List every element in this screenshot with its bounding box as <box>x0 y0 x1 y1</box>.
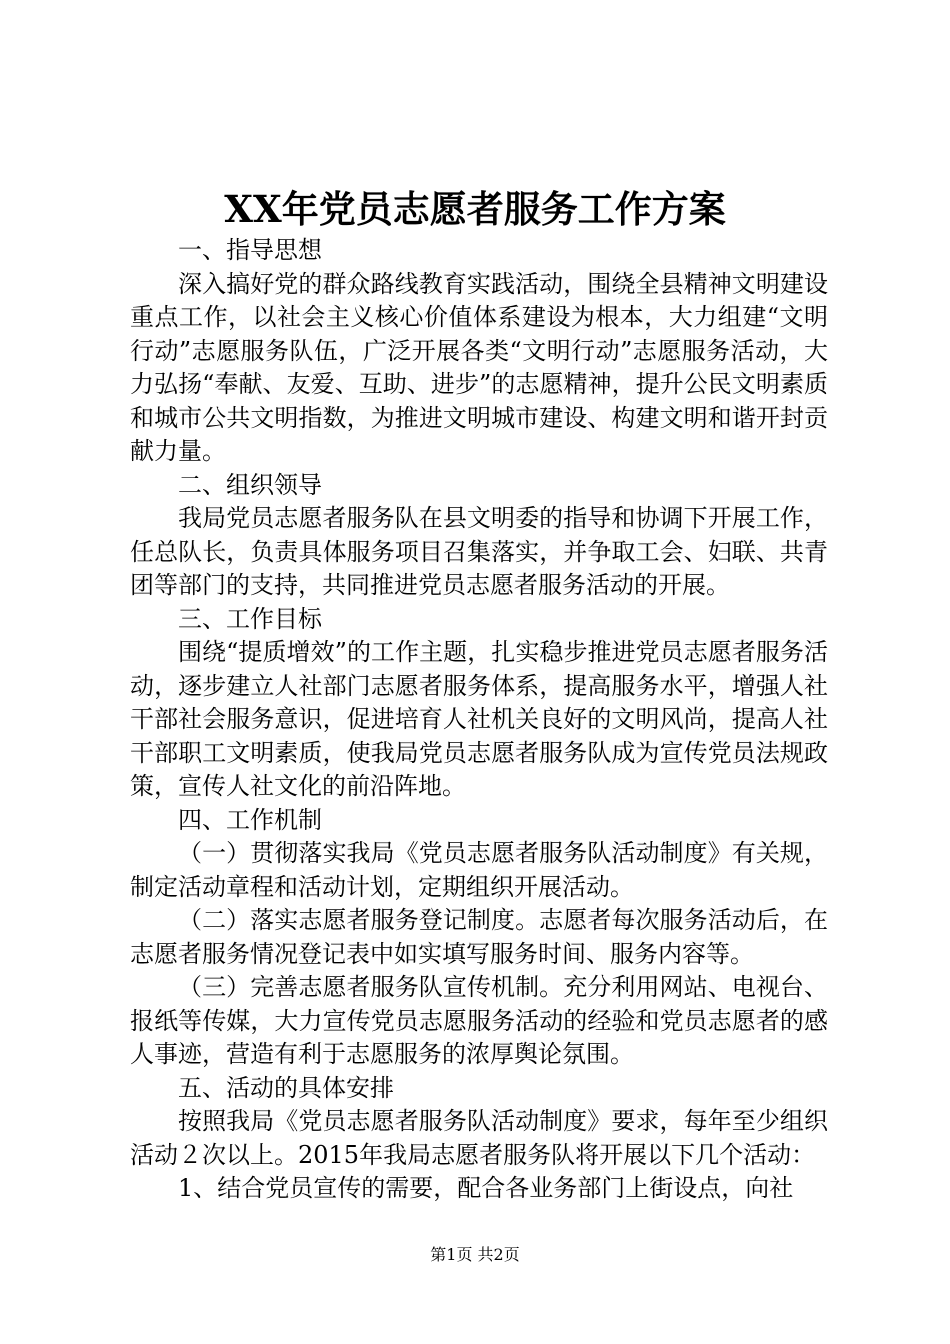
section-heading-organization: 二、组织领导 <box>178 470 322 499</box>
section-paragraph: 我局党员志愿者服务队在县文明委的指导和协调下开展工作，任总队长，负责具体服务项目召集落实，并争取工会、妇联、共青团等部门的支持，共同推进党员志愿者服务活动的开展。 <box>130 504 828 599</box>
section-list-item: （二）落实志愿者服务登记制度。志愿者每次服务活动后，在志愿者服务情况登记表中如实填写服务时间、服务内容等。 <box>130 906 828 968</box>
section-heading-mechanism: 四、工作机制 <box>178 805 322 834</box>
section-paragraph: 深入搞好党的群众路线教育实践活动，围绕全县精神文明建设重点工作，以社会主义核心价值体系建设为根本，大力组建“文明行动”志愿服务队伍，广泛开展各类“文明行动”志愿服务活动，大力弘扬“奉献、友爱、互助、进步”的志愿精神，提升公民文明素质和城市公共文明指数，为推进文明城市建设、构建文明和谐开封贡献力量。 <box>130 269 828 465</box>
section-list-item: 1、结合党员宣传的需要，配合各业务部门上街设点，向社 <box>178 1174 794 1202</box>
section-heading-guiding-ideology: 一、指导思想 <box>178 236 322 264</box>
section-paragraph: 围绕“提质增效”的工作主题，扎实稳步推进党员志愿者服务活动，逐步建立人社部门志愿者服务体系，提高服务水平，增强人社干部社会服务意识，促进培育人社机关良好的文明风尚，提高人社干部职工文明素质，使我局党员志愿者服务队成为宣传党员法规政策，宣传人社文化的前沿阵地。 <box>130 638 828 800</box>
section-heading-goals: 三、工作目标 <box>178 604 322 633</box>
section-paragraph: 按照我局《党员志愿者服务队活动制度》要求，每年至少组织活动２次以上。2015年我局志愿者服务队将开展以下几个活动： <box>130 1107 828 1169</box>
document-title: XX年党员志愿者服务工作方案 <box>224 187 726 231</box>
section-list-item: （一）贯彻落实我局《党员志愿者服务队活动制度》有关规，制定活动章程和活动计划，定期组织开展活动。 <box>130 839 828 901</box>
document-body <box>130 234 828 1206</box>
section-list-item: （三）完善志愿者服务队宣传机制。充分利用网站、电视台、报纸等传媒，大力宣传党员志愿服务活动的经验和党员志愿者的感人事迹，营造有利于志愿服务的浓厚舆论氛围。 <box>130 973 828 1068</box>
page-footer: 第1页 共2页 <box>430 1245 520 1264</box>
section-heading-arrangements: 五、活动的具体安排 <box>178 1073 394 1102</box>
